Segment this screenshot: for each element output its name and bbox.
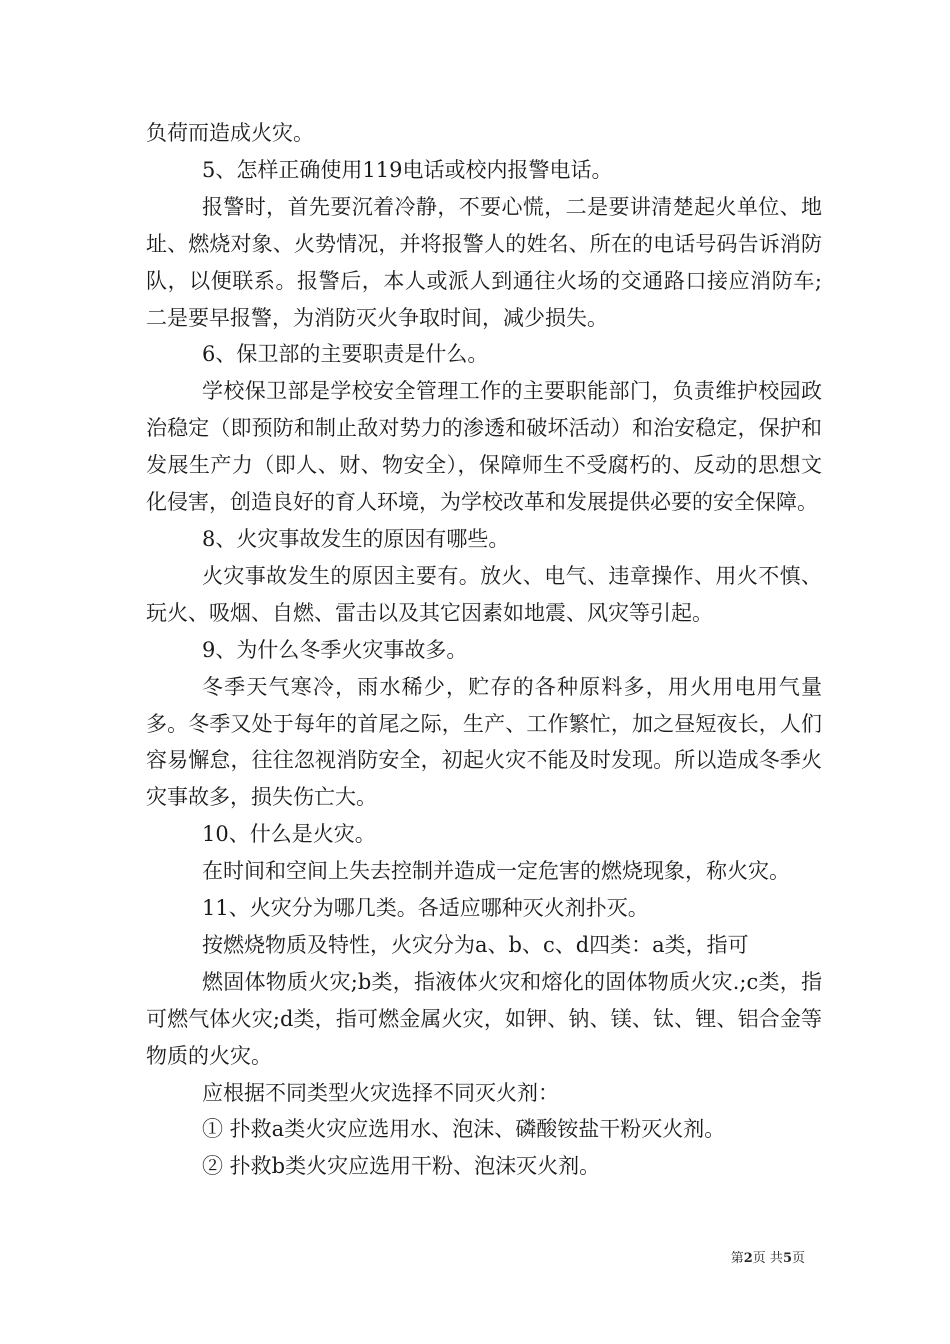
extinguisher-item-b: ② 扑救b类火灾应选用干粉、泡沫灭火剂。 (202, 1154, 601, 1179)
paragraph-continuation: 负荷而造成火灾。 (146, 121, 314, 145)
answer-6-paragraph: 学校保卫部是学校安全管理工作的主要职能部门，负责维护校园政治稳定（即预防和制止敌对势力的渗透和破坏活动）和治安稳定，保护和发展生产力（即人、财、物安全），保障师生不受腐朽的、反动的思想文化侵害，创造良好的育人环境，为学校改革和发展提供必要的安全保障。 (146, 379, 822, 515)
current-page-number: 2 (743, 1251, 753, 1266)
question-11-heading: 11、火灾分为哪几类。各适应哪种灭火剂扑灭。 (202, 896, 649, 921)
answer-10-paragraph: 在时间和空间上失去控制并造成一定危害的燃烧现象，称火灾。 (202, 859, 790, 884)
answer-11-line: 按燃烧物质及特性，火灾分为a、b、c、d四类：a类，指可 (202, 932, 749, 957)
answer-8-paragraph: 火灾事故发生的原因主要有。放火、电气、违章操作、用火不慎、玩火、吸烟、自燃、雷击以及其它因素如地震、风灾等引起。 (146, 563, 822, 625)
extinguisher-item-a: ① 扑救a类火灾应选用水、泡沫、磷酸铵盐干粉灭火剂。 (202, 1117, 726, 1142)
footer-prefix: 第 (730, 1251, 744, 1266)
question-9-heading: 9、为什么冬季火灾事故多。 (202, 637, 468, 662)
question-5-heading: 5、怎样正确使用119电话或校内报警电话。 (202, 157, 613, 182)
answer-9-paragraph: 冬季天气寒冷，雨水稀少，贮存的各种原料多，用火用电用气量多。冬季又处于每年的首尾之际，生产、工作繁忙，加之昼短夜长，人们容易懈怠，往往忽视消防安全，初起火灾不能及时发现。所以造成冬季火灾事故多，损失伤亡大。 (146, 674, 822, 810)
footer-suffix: 页 (791, 1251, 805, 1266)
footer-middle: 页 共 (752, 1251, 783, 1266)
question-8-heading: 8、火灾事故发生的原因有哪些。 (202, 526, 510, 551)
question-10-heading: 10、什么是火灾。 (202, 822, 376, 847)
total-page-number: 5 (782, 1251, 792, 1266)
question-6-heading: 6、保卫部的主要职责是什么。 (202, 342, 489, 367)
extinguisher-intro: 应根据不同类型火灾选择不同灭火剂： (202, 1080, 559, 1105)
page-footer (0, 1247, 805, 1266)
answer-11-paragraph: 燃固体物质火灾;b类，指液体火灾和熔化的固体物质火灾.;c类，指可燃气体火灾;d类，指可燃金属火灾，如钾、钠、镁、钛、锂、铝合金等物质的火灾。 (146, 969, 822, 1068)
document-body (146, 115, 822, 1185)
answer-5-paragraph: 报警时，首先要沉着冷静，不要心慌，二是要讲清楚起火单位、地址、燃烧对象、火势情况，并将报警人的姓名、所在的电话号码告诉消防队，以便联系。报警后，本人或派人到通往火场的交通路口接应消防车;二是要早报警，为消防灭火争取时间，减少损失。 (146, 194, 822, 330)
